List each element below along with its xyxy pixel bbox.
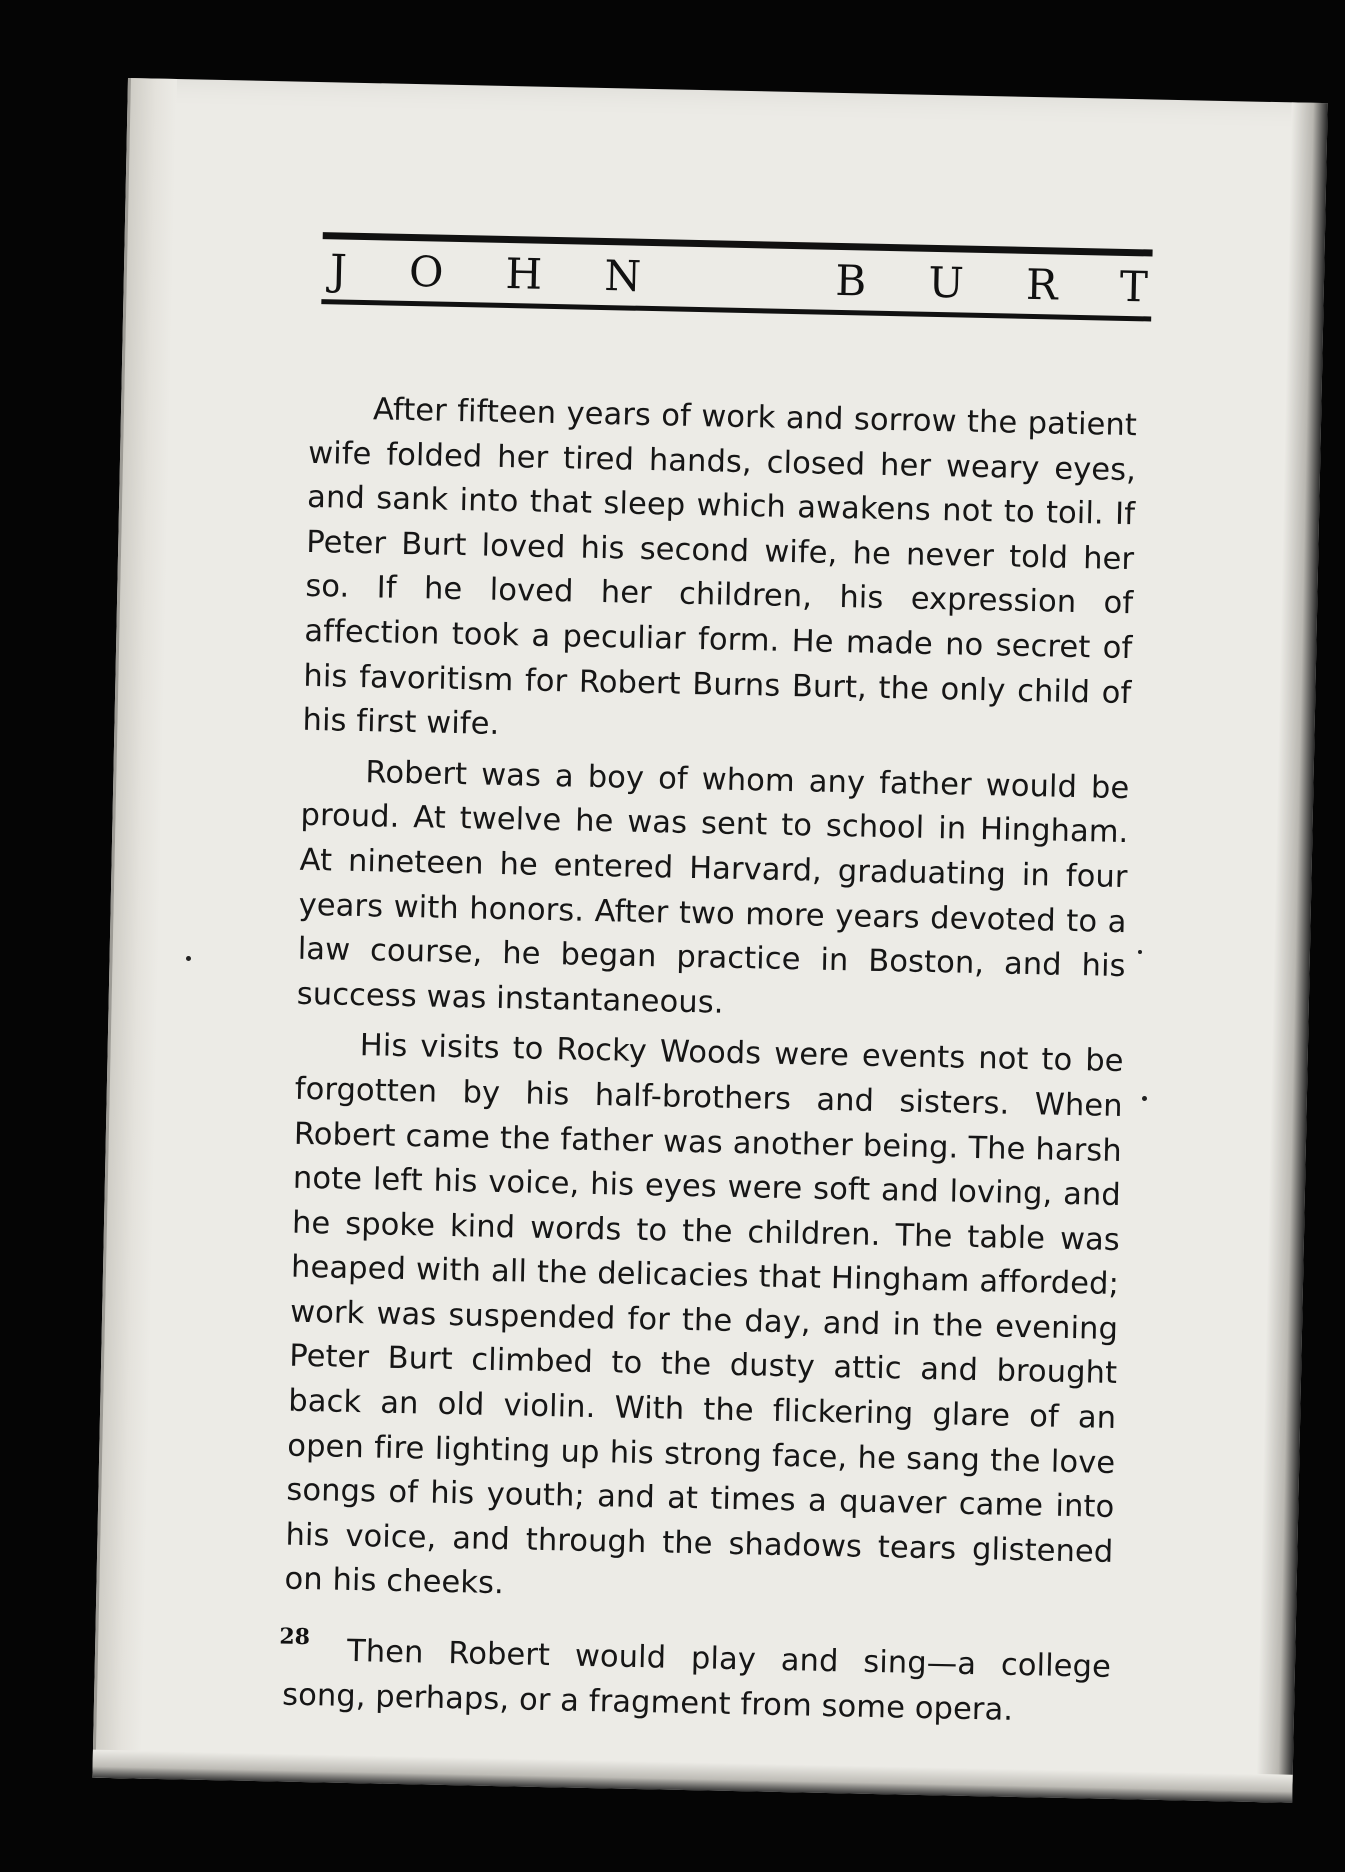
page-right-edge xyxy=(1256,102,1328,1802)
page-gutter xyxy=(92,78,177,1779)
running-title-letter: H xyxy=(505,248,543,299)
paragraph: His visits to Rocky Woods were events not to be forgotten by his half-brothers and sisters. When Robert came the father was another being. The harsh note left his voice, his eyes were soft and loving, and he spoke kind words to the children. The table was heaped with all the delicacies that Hingham afforded; work was suspended for the day, and in the evening Peter Burt climbed to the dusty attic and brought back an old violin. With the flickering glare of an open fire lighting up his strong face, he sang the love songs of his youth; and at times a quaver came into his voice, and through the shadows tears glistened on his cheeks. xyxy=(284,1028,1124,1602)
running-title-letter: R xyxy=(1025,259,1059,310)
running-title-letter: T xyxy=(1119,261,1149,312)
paragraph: Robert was a boy of whom any father would be proud. At twelve he was sent to school in Hingham. At nineteen he entered Harvard, graduating in four years with honors. After two more years devoted to a law course, he began practice in Boston, and his success was instantaneous. xyxy=(296,754,1130,1021)
dust-speck xyxy=(186,956,191,961)
body-text xyxy=(282,387,1138,1741)
dust-speck xyxy=(1138,950,1142,954)
running-title-letter: O xyxy=(408,246,444,297)
running-head xyxy=(321,232,1152,321)
page-number: 28 xyxy=(279,1623,311,1651)
running-title-letter: B xyxy=(834,255,867,306)
running-title-letter: N xyxy=(603,251,642,301)
dust-speck xyxy=(1142,1096,1147,1101)
paragraph: After fifteen years of work and sorrow the patient wife folded her tired hands, closed her weary eyes, and sank into that sleep which awakens not to toil. If Peter Burt loved his second wife, he never told her so. If he loved her children, his expression of affection took a peculiar form. He made no secret of his favoritism for Robert Burns Burt, the only child of his first wife. xyxy=(302,392,1138,743)
book-page xyxy=(92,78,1327,1803)
word-gap xyxy=(703,257,774,300)
page-bottom-edge xyxy=(92,1750,1292,1803)
running-title-letter: J xyxy=(329,245,348,295)
running-title-letter: U xyxy=(927,257,965,308)
paragraph: Then Robert would play and sing—a college song, perhaps, or a fragment from some opera. xyxy=(281,1633,1112,1728)
